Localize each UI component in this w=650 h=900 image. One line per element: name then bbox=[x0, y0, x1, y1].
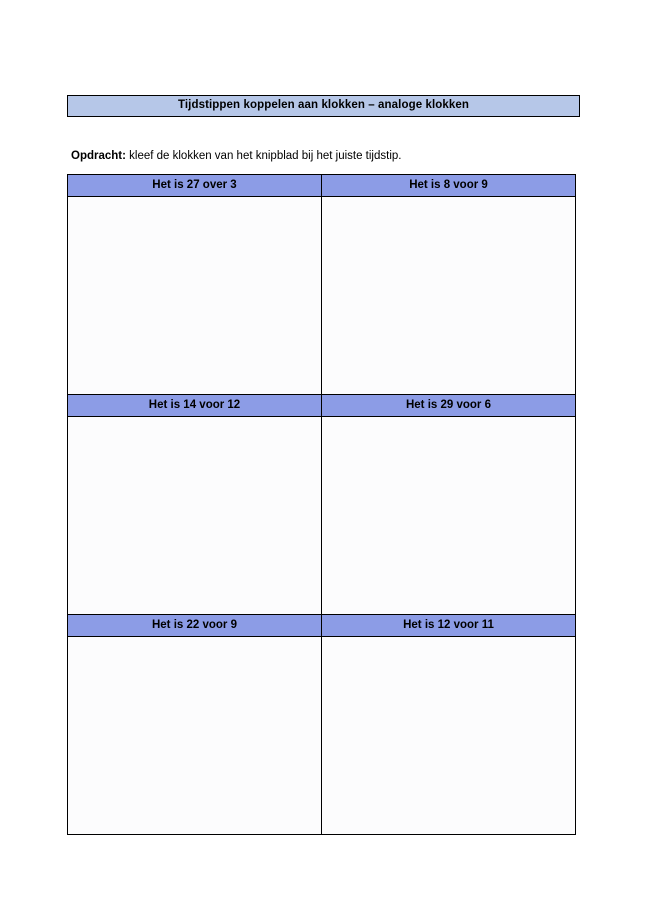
time-header-cell: Het is 27 over 3 bbox=[68, 175, 322, 197]
time-header-cell: Het is 8 voor 9 bbox=[322, 175, 576, 197]
page-title: Tijdstippen koppelen aan klokken – analoge klokken bbox=[177, 99, 470, 112]
table-row bbox=[68, 395, 576, 417]
clock-paste-slot[interactable] bbox=[68, 637, 322, 835]
table-row bbox=[68, 637, 576, 835]
title-banner bbox=[67, 95, 580, 117]
instruction-label: Opdracht: bbox=[71, 150, 126, 162]
clock-paste-slot[interactable] bbox=[322, 637, 576, 835]
time-header-cell: Het is 14 voor 12 bbox=[68, 395, 322, 417]
time-header-cell: Het is 29 voor 6 bbox=[322, 395, 576, 417]
instruction-text: kleef de klokken van het knipblad bij het juiste tijdstip. bbox=[125, 150, 402, 162]
clock-paste-slot[interactable] bbox=[68, 417, 322, 615]
clock-paste-slot[interactable] bbox=[68, 197, 322, 395]
table-row bbox=[68, 197, 576, 395]
instruction-line bbox=[71, 150, 401, 164]
clock-worksheet-table bbox=[67, 174, 576, 835]
time-header-cell: Het is 12 voor 11 bbox=[322, 615, 576, 637]
table-row bbox=[68, 417, 576, 615]
clock-paste-slot[interactable] bbox=[322, 417, 576, 615]
table-row bbox=[68, 615, 576, 637]
clock-paste-slot[interactable] bbox=[322, 197, 576, 395]
time-header-cell: Het is 22 voor 9 bbox=[68, 615, 322, 637]
table-row bbox=[68, 175, 576, 197]
